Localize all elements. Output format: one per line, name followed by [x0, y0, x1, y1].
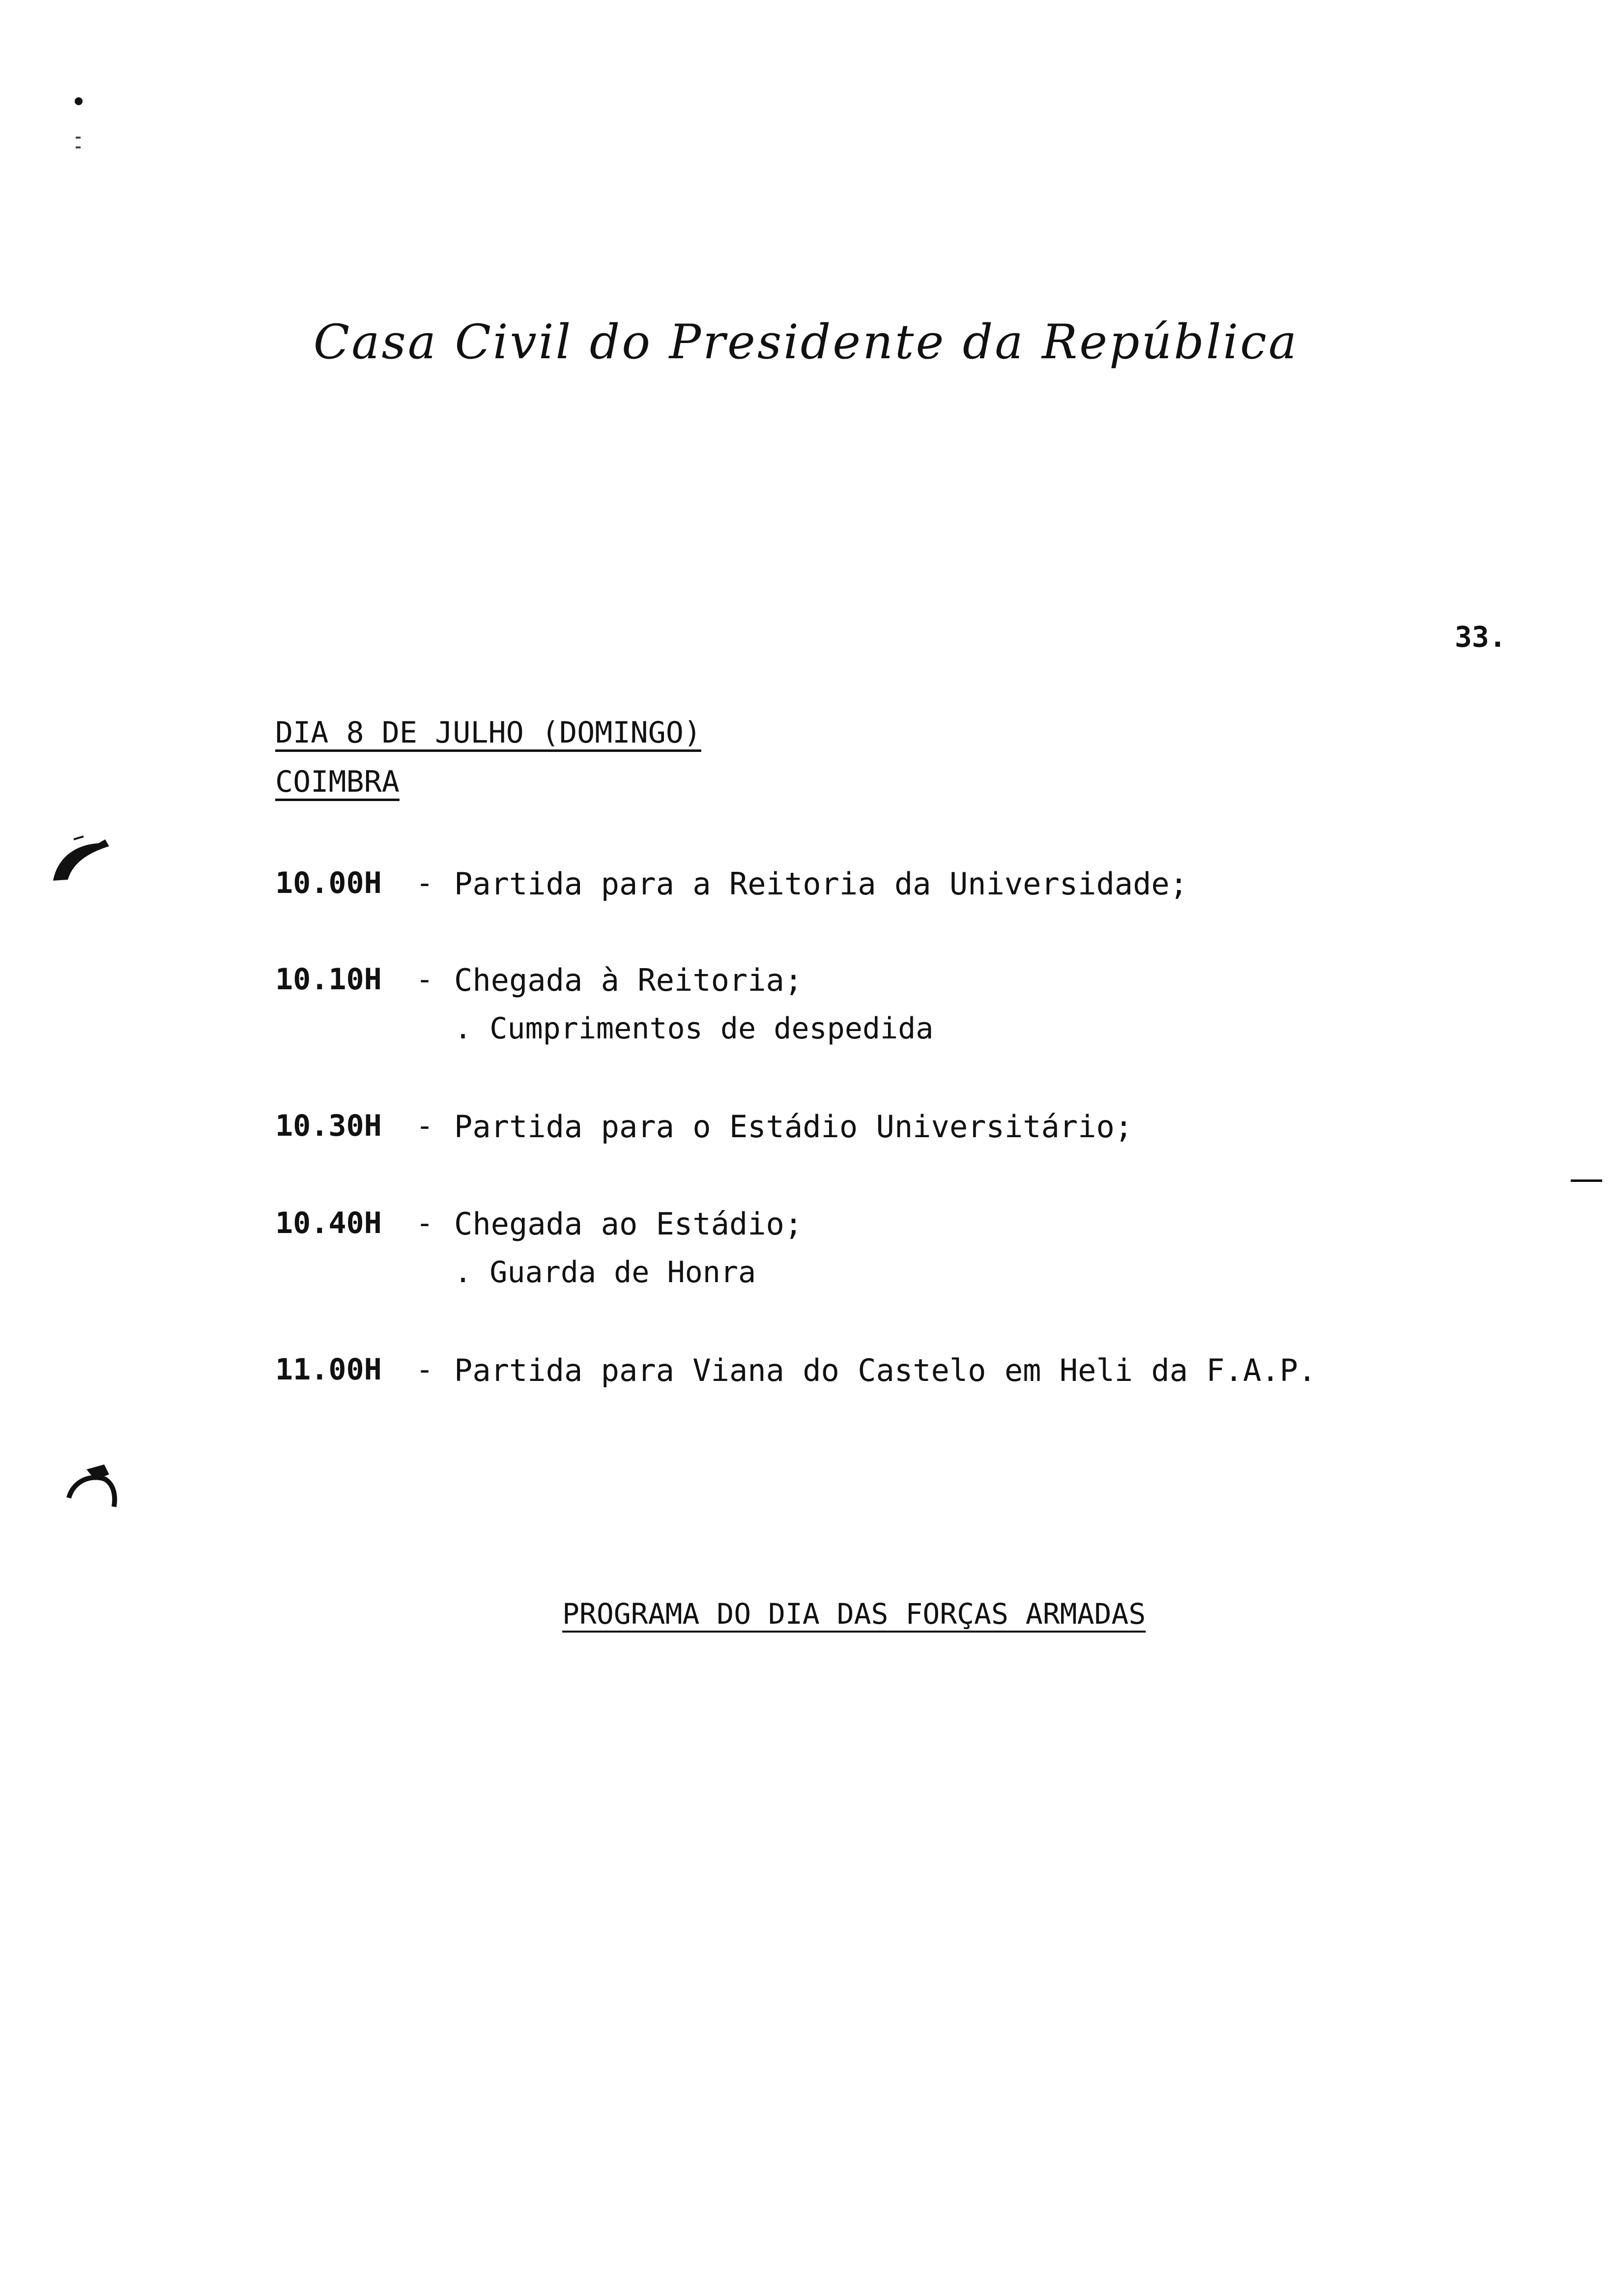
scan-dot: [75, 97, 83, 105]
schedule-dash: -: [416, 1352, 434, 1387]
schedule-description: Partida para o Estádio Universitário;: [454, 1109, 1133, 1145]
day-heading: DIA 8 DE JULHO (DOMINGO): [275, 716, 701, 750]
schedule-description: Partida para a Reitoria da Universidade;: [454, 866, 1188, 902]
scan-dash-mark: [76, 146, 81, 148]
page-number: 33.: [1455, 620, 1506, 654]
schedule-time: 10.10H: [275, 962, 382, 997]
schedule-dash: -: [416, 962, 434, 997]
schedule-description: Partida para Viana do Castelo em Heli da F.A.P.: [454, 1352, 1317, 1388]
schedule-dash: -: [416, 866, 434, 900]
schedule-time: 11.00H: [275, 1352, 382, 1387]
punch-hole-mark: [53, 839, 109, 881]
scan-dash-mark: [76, 137, 81, 139]
schedule-dash: -: [416, 1206, 434, 1240]
footer-title: PROGRAMA DO DIA DAS FORÇAS ARMADAS: [562, 1597, 1146, 1631]
schedule-dash: -: [416, 1109, 434, 1143]
punch-hole-mark: [74, 836, 84, 839]
schedule-time: 10.00H: [275, 866, 382, 900]
scan-edge-mark: [1571, 1179, 1602, 1182]
schedule-time: 10.30H: [275, 1109, 382, 1143]
schedule-time: 10.40H: [275, 1206, 382, 1240]
letterhead: Casa Civil do Presidente da República: [313, 315, 1299, 370]
schedule-description: Chegada ao Estádio;: [454, 1206, 803, 1242]
schedule-subitem: . Cumprimentos de despedida: [454, 1011, 934, 1046]
punch-hole-mark: [69, 1477, 115, 1507]
schedule-description: Chegada à Reitoria;: [454, 962, 803, 998]
location-heading: COIMBRA: [275, 765, 400, 799]
schedule-subitem: . Guarda de Honra: [454, 1255, 756, 1290]
